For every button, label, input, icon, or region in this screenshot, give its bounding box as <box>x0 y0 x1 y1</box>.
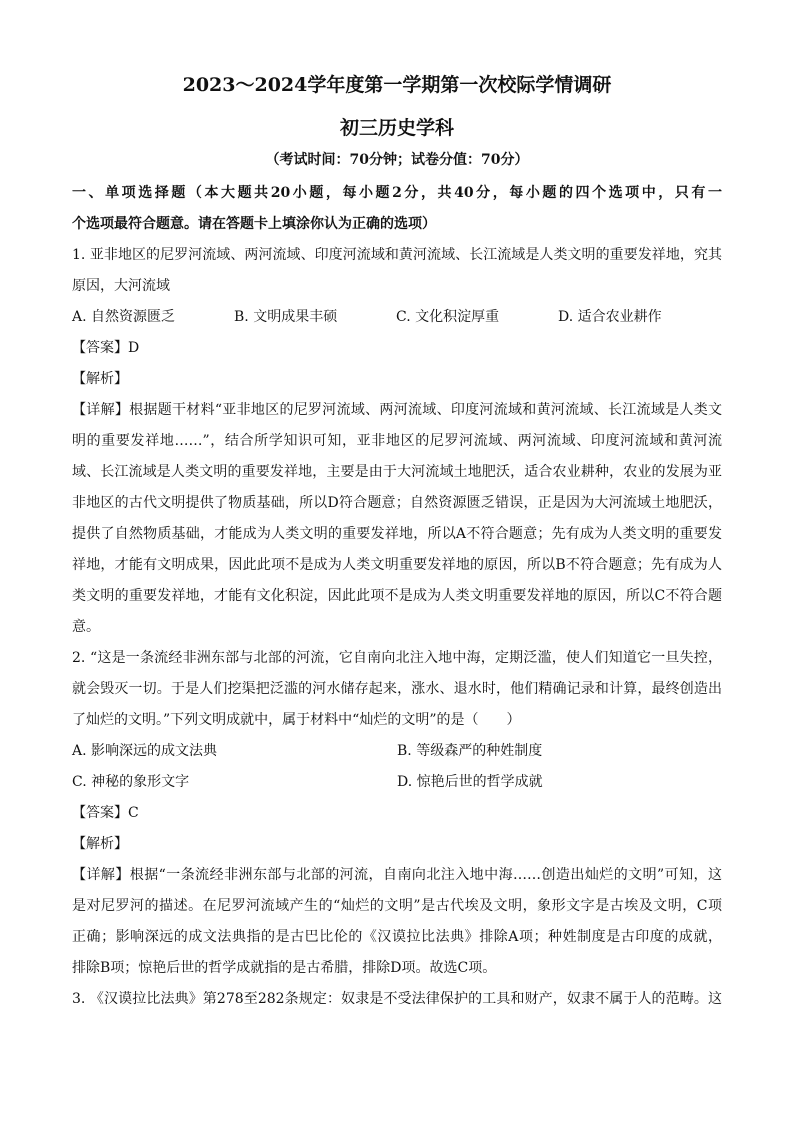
detail-line: 意。 <box>72 619 100 635</box>
section-heading-line: 一、单项选择题（本大题共20小题，每小题2分，共40分，每小题的四个选项中，只有一 <box>72 185 722 201</box>
option-b: B. 等级森严的种姓制度 <box>397 743 543 759</box>
option-c: C. 神秘的象形文字 <box>72 774 190 790</box>
answer-line: 【答案】C <box>72 805 139 821</box>
detail-line: 排除B项；惊艳后世的哲学成就指的是古希腊，排除D项。故选C项。 <box>72 960 497 976</box>
analysis-label: 【解析】 <box>72 371 128 387</box>
detail-line: 域、长江流域是人类文明的重要发祥地，主要是由于大河流域土地肥沃，适合农业耕种，农业的发展为亚 <box>72 464 722 480</box>
option-c: C. 文化积淀厚重 <box>396 309 500 325</box>
detail-line: 非地区的古代文明提供了物质基础，所以D符合题意；自然资源匮乏错误，正是因为大河流域土地肥沃， <box>72 495 722 511</box>
exam-title: 2023～2024学年度第一学期第一次校际学情调研 <box>182 74 612 96</box>
answer-line: 【答案】D <box>72 340 140 356</box>
detail-line: 提供了自然物质基础，才能成为人类文明的重要发祥地，所以A不符合题意；先有成为人类文明的重要发 <box>72 526 722 542</box>
detail-line: 祥地，才能有文明成果，因此此项不是成为人类文明重要发祥地的原因，所以B不符合题意；先有成为人 <box>72 557 722 573</box>
question-options <box>72 736 722 767</box>
question-stem-line: 就会毁灭一切。于是人们挖渠把泛滥的河水储存起来，涨水、退水时，他们精确记录和计算，最终创造出 <box>72 681 722 697</box>
exam-subject: 初三历史学科 <box>339 117 454 139</box>
exam-info: （考试时间：70分钟；试卷分值：70分） <box>265 152 529 168</box>
detail-line: 正确；影响深远的成文法典指的是古巴比伦的《汉谟拉比法典》排除A项；种姓制度是古印度的成就， <box>72 929 722 945</box>
detail-line: 是对尼罗河的描述。在尼罗河流域产生的“灿烂的文明”是古代埃及文明，象形文字是古埃及文明，C项 <box>72 898 722 914</box>
option-d: D. 适合农业耕作 <box>558 309 662 325</box>
question-options <box>72 302 722 333</box>
detail-line: 【详解】根据“一条流经非洲东部与北部的河流，自南向北注入地中海……创造出灿烂的文明”可知，这 <box>72 867 722 883</box>
exam-content <box>72 178 722 1015</box>
question-stem-line: 2. “这是一条流经非洲东部与北部的河流，它自南向北注入地中海，定期泛滥，使人们知道它一旦失控， <box>72 650 722 666</box>
detail-line: 类文明的重要发祥地，才能有文化积淀，因此此项不是成为人类文明重要发祥地的原因，所以C不符合题 <box>72 588 722 604</box>
option-a: A. 影响深远的成文法典 <box>72 743 218 759</box>
analysis-label: 【解析】 <box>72 836 128 852</box>
question-stem-line: 了灿烂的文明。”下列文明成就中，属于材料中“灿烂的文明”的是（ ） <box>72 712 521 728</box>
detail-line: 明的重要发祥地……”，结合所学知识可知，亚非地区的尼罗河流域、两河流域、印度河流域和黄河流 <box>72 433 722 449</box>
section-heading-line: 个选项最符合题意。请在答题卡上填涂你认为正确的选项） <box>72 216 436 232</box>
option-a: A. 自然资源匮乏 <box>72 309 176 325</box>
question-options <box>72 767 722 798</box>
question-stem-line: 原因，大河流域 <box>72 278 170 294</box>
question-stem-line: 3. 《汉谟拉比法典》第278至282条规定：奴隶是不受法律保护的工具和财产，奴隶不属于人的范畴。这 <box>72 991 722 1007</box>
detail-line: 【详解】根据题干材料“亚非地区的尼罗河流域、两河流域、印度河流域和黄河流域、长江流域是人类文 <box>72 402 722 418</box>
question-stem-line: 1. 亚非地区的尼罗河流域、两河流域、印度河流域和黄河流域、长江流域是人类文明的重要发祥地，究其 <box>72 247 722 263</box>
option-d: D. 惊艳后世的哲学成就 <box>397 774 543 790</box>
option-b: B. 文明成果丰硕 <box>234 309 338 325</box>
